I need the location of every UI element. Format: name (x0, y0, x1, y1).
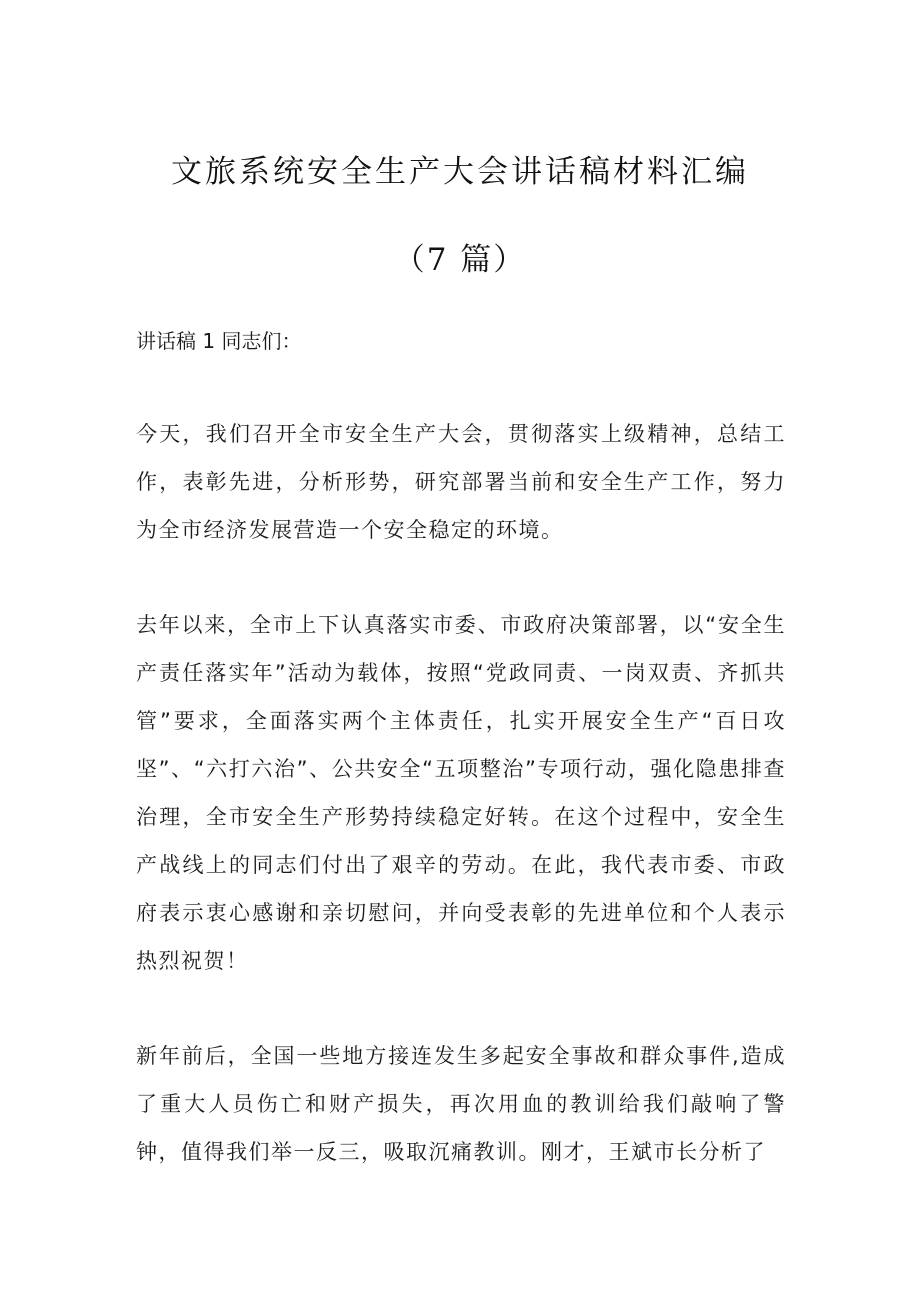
paragraph: 今天，我们召开全市安全生产大会，贯彻落实上级精神，总结工作，表彰先进，分析形势，研究部署当前和安全生产工作，努力为全市经济发展营造一个安全稳定的环境。 (136, 422, 786, 542)
document-subtitle: （7 篇） (393, 242, 527, 278)
paragraph: 新年前后，全国一些地方接连发生多起安全事故和群众事件,造成了重大人员伤亡和财产损失，再次用血的教训给我们敲响了警钟，值得我们举一反三，吸取沉痛教训。刚才，王斌市长分析了 (136, 1044, 786, 1164)
document-title: 文旅系统安全生产大会讲话稿材料汇编 (171, 154, 749, 190)
speech-opening: 讲话稿 1 同志们： (136, 329, 302, 353)
paragraph: 去年以来，全市上下认真落实市委、市政府决策部署，以“安全生产责任落实年”活动为载体，按照“党政同责、一岗双责、齐抓共管”要求，全面落实两个主体责任，扎实开展安全生产“百日攻坚”、“六打六治”、公共安全“五项整治”专项行动，强化隐患排查治理，全市安全生产形势持续稳定好转。在这个过程中，安全生产战线上的同志们付出了艰辛的劳动。在此，我代表市委、市政府表示衷心感谢和亲切慰问，并向受表彰的先进单位和个人表示热烈祝贺！ (136, 613, 786, 973)
